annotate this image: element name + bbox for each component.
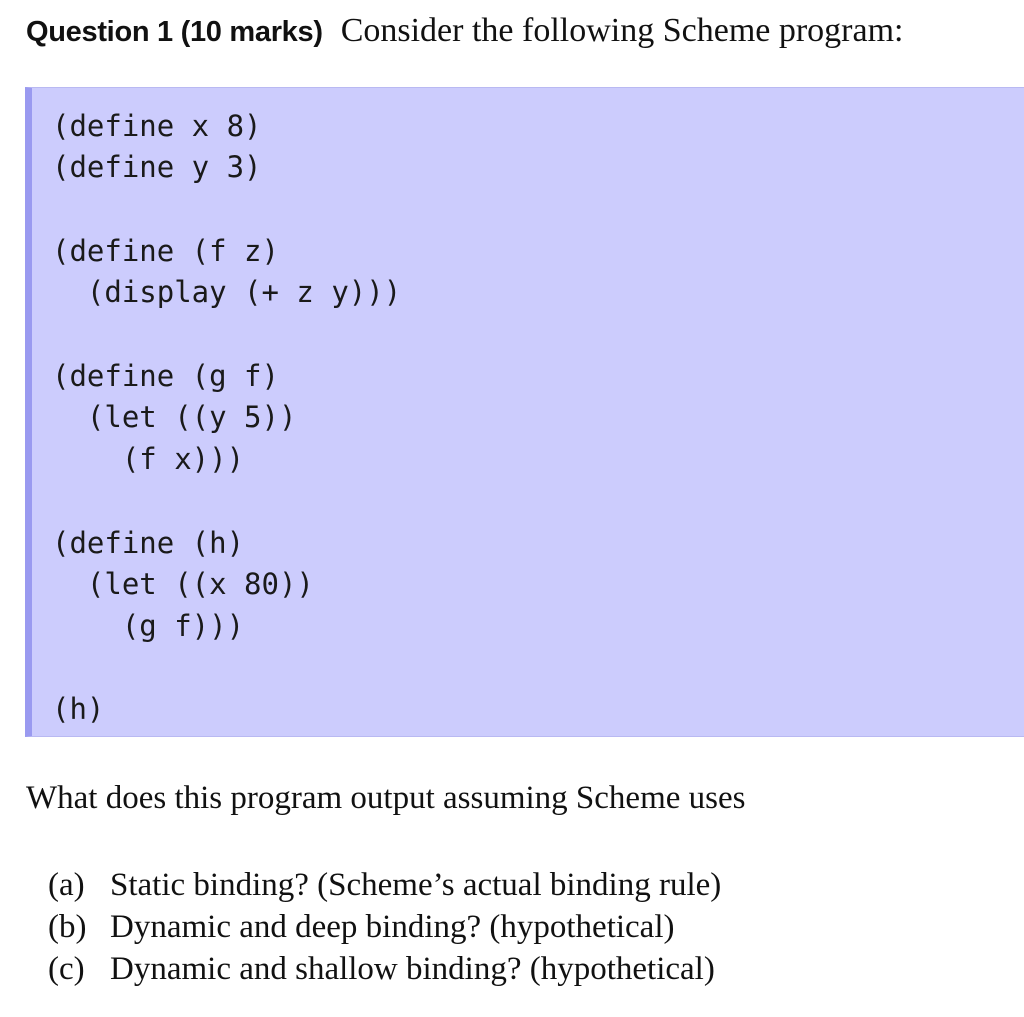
option-text: Static binding? (Scheme’s actual binding rule)	[110, 867, 722, 903]
code-line: (define (h)	[52, 526, 245, 560]
code-line: (define y 3)	[52, 150, 262, 184]
question-text: What does this program output assuming Scheme uses	[26, 780, 746, 816]
option-text: Dynamic and shallow binding? (hypothetical)	[110, 951, 715, 987]
option-a	[48, 867, 721, 904]
option-letter: (a)	[48, 867, 85, 903]
code-line: (let ((x 80))	[52, 567, 314, 601]
option-c	[48, 951, 715, 988]
code-line: (define x 8)	[52, 109, 262, 143]
code-line: (display (+ z y)))	[52, 275, 402, 309]
code-block	[25, 87, 1024, 737]
question-heading	[26, 12, 903, 50]
question-intro: Consider the following Scheme program:	[340, 12, 904, 49]
code-line: (h)	[52, 692, 105, 726]
code-line: (define (g f)	[52, 359, 279, 393]
code-line: (define (f z)	[52, 234, 279, 268]
option-text: Dynamic and deep binding? (hypothetical)	[110, 909, 675, 945]
question-label: Question 1 (10 marks)	[26, 16, 323, 48]
code-line: (f x)))	[52, 442, 245, 476]
option-letter: (b)	[48, 909, 87, 945]
option-b	[48, 909, 674, 946]
option-letter: (c)	[48, 951, 85, 987]
code-line: (g f)))	[52, 609, 245, 643]
code-line: (let ((y 5))	[52, 400, 297, 434]
